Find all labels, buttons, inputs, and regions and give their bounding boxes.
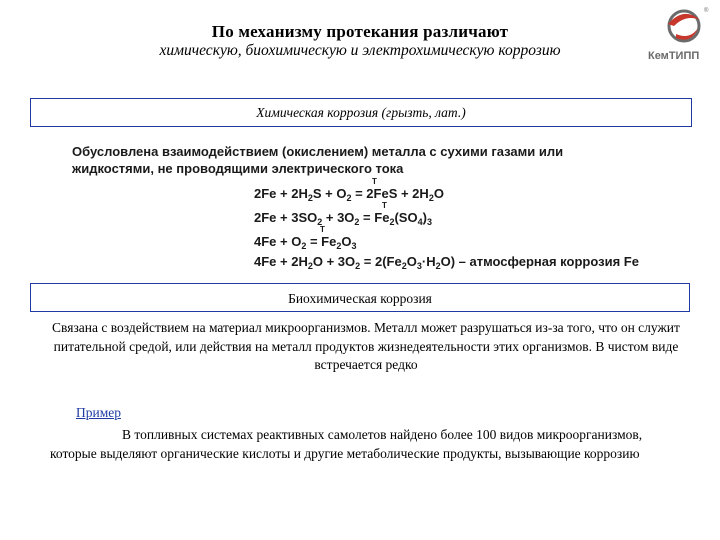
logo-registered-mark: ®: [704, 8, 709, 14]
reaction-equation: $4Fe + 2H_2O + 3O_2 = 2(Fe_2O_3\cdot H_2O)$ – атмосферная коррозия Fe: [254, 254, 639, 271]
example-paragraph: [50, 426, 690, 463]
example-link[interactable]: Пример: [76, 405, 122, 420]
temperature-mark: T: [320, 225, 325, 234]
temperature-mark: T: [382, 201, 387, 210]
example-text: В топливных системах реактивных самолетов найдено более 100 видов микроорганизмов, которые выделяют органические кислоты и другие метаболические продукты, вызывающие коррозию: [50, 427, 643, 461]
slide-subtitle: химическую, биохимическую и электрохимическую коррозию: [159, 42, 561, 59]
logo-text: КемТИПП: [648, 50, 700, 62]
reaction-equation: $2Fe + 3SO_2 + 3O_2 = Fe_2(SO_4)_3$: [254, 210, 432, 227]
biochemical-corrosion-heading: Биохимическая коррозия: [30, 283, 690, 312]
kemtipp-logo: [646, 4, 714, 70]
chemical-corrosion-heading: Химическая коррозия (грызть, лат.): [30, 98, 692, 127]
reaction-equation: $4Fe + O_2 = Fe_2O_3$: [254, 234, 357, 251]
chemical-corrosion-block: [72, 143, 672, 278]
slide-title: По механизму протекания различают: [211, 22, 509, 41]
chemical-corrosion-description: Обусловлена взаимодействием (окислением) металла с сухими газами или жидкостями, не проводящими электрического тока: [72, 144, 564, 176]
reaction-equation: $2Fe + 2H_2S + O_2 = 2FeS + 2H_2O$: [254, 186, 444, 203]
biochemical-corrosion-description: Связана с воздействием на материал микроорганизмов. Металл может разрушаться из-за того, что он служит питательной средой, или действия на металл продуктов жизнедеятельности этих организмов. В чистом виде встречается редко: [52, 320, 680, 372]
temperature-mark: T: [372, 177, 377, 186]
